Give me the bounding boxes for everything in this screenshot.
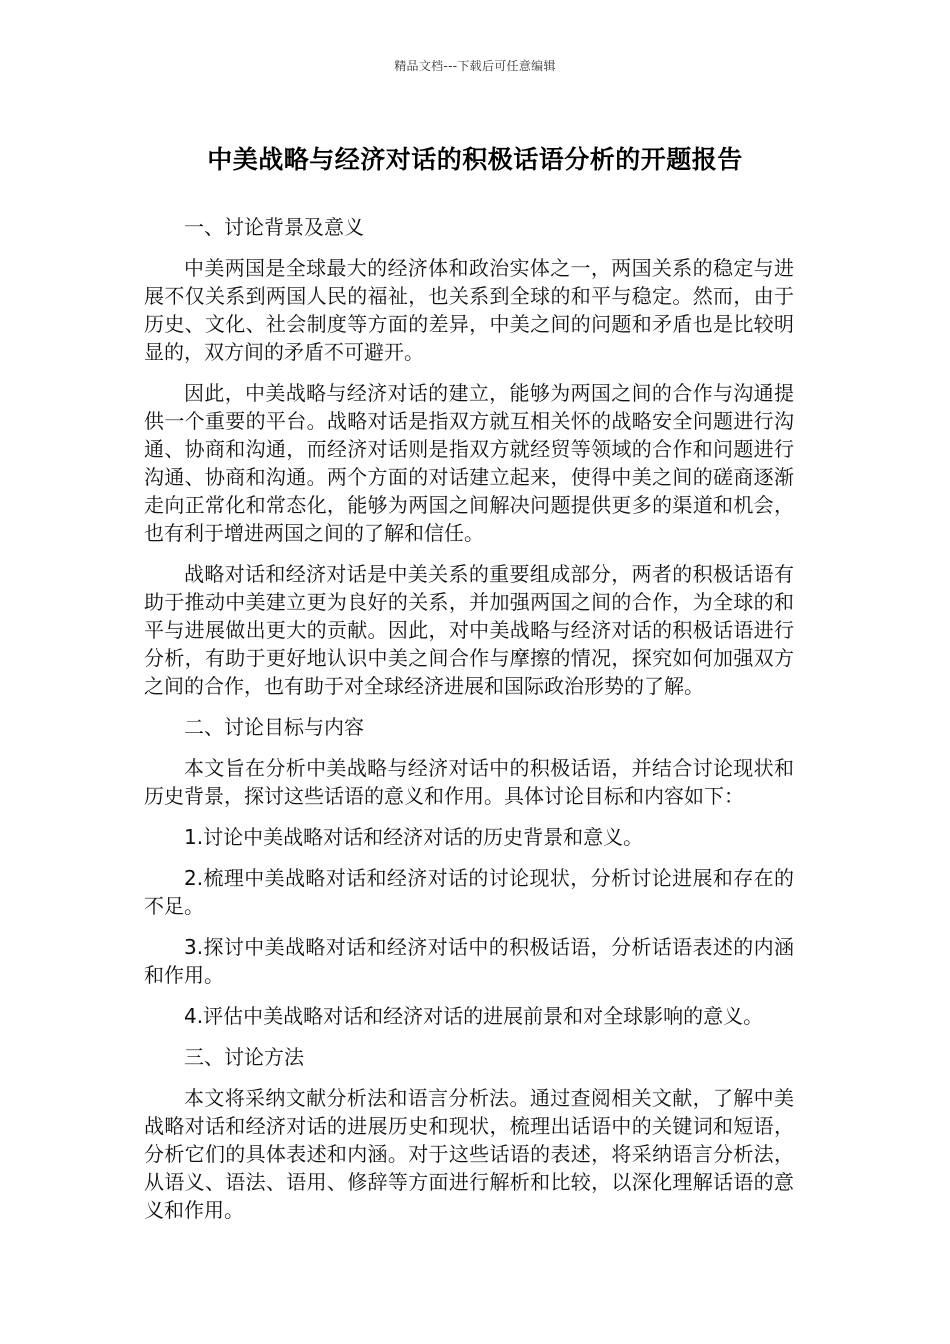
- list-item: 2.梳理中美战略对话和经济对话的讨论现状，分析讨论进展和存在的不足。: [144, 866, 794, 918]
- paragraph: 中美两国是全球最大的经济体和政治实体之一，两国关系的稳定与进展不仅关系到两国人民的福祉，也关系到全球的和平与稳定。然而，由于历史、文化、社会制度等方面的差异，中美之间的问题和矛盾也是比较明显的，双方间的矛盾不可避开。: [144, 256, 794, 364]
- paragraph: 因此，中美战略与经济对话的建立，能够为两国之间的合作与沟通提供一个重要的平台。战略对话是指双方就互相关怀的战略安全问题进行沟通、协商和沟通，而经济对话则是指双方就经贸等领域的合作和问题进行沟通、协商和沟通。两个方面的对话建立起来，使得中美之间的磋商逐渐走向正常化和常态化，能够为两国之间解决问题提供更多的渠道和机会，也有利于增进两国之间的了解和信任。: [144, 381, 794, 545]
- list-item: 4.评估中美战略对话和经济对话的进展前景和对全球影响的意义。: [184, 1004, 764, 1028]
- document-body: [144, 213, 794, 1237]
- paragraph: 战略对话和经济对话是中美关系的重要组成部分，两者的积极话语有助于推动中美建立更为良好的关系，并加强两国之间的合作，为全球的和平与进展做出更大的贡献。因此，对中美战略与经济对话的积极话语进行分析，有助于更好地认识中美之间合作与摩擦的情况，探究如何加强双方之间的合作，也有助于对全球经济进展和国际政治形势的了解。: [144, 562, 794, 698]
- paragraph: 本文将采纳文献分析法和语言分析法。通过查阅相关文献，了解中美战略对话和经济对话的进展历史和现状，梳理出话语中的关键词和短语，分析它们的具体表述和内涵。对于这些话语的表述，将采纳语言分析法，从语义、语法、语用、修辞等方面进行解析和比较，以深化理解话语的意义和作用。: [144, 1086, 794, 1222]
- list-item: 3.探讨中美战略对话和经济对话中的积极话语，分析话语表述的内涵和作用。: [144, 935, 794, 987]
- section-heading: 二、讨论目标与内容: [184, 715, 364, 739]
- list-item: 1.讨论中美战略对话和经济对话的历史背景和意义。: [184, 825, 644, 849]
- document-title: 中美战略与经济对话的积极话语分析的开题报告: [207, 145, 743, 174]
- section-heading: 三、讨论方法: [184, 1045, 304, 1069]
- page-header: 精品文档---下载后可任意编辑: [394, 59, 556, 73]
- paragraph: 本文旨在分析中美战略与经济对话中的积极话语，并结合讨论现状和历史背景，探讨这些话语的意义和作用。具体讨论目标和内容如下：: [144, 756, 794, 808]
- section-heading: 一、讨论背景及意义: [184, 215, 364, 239]
